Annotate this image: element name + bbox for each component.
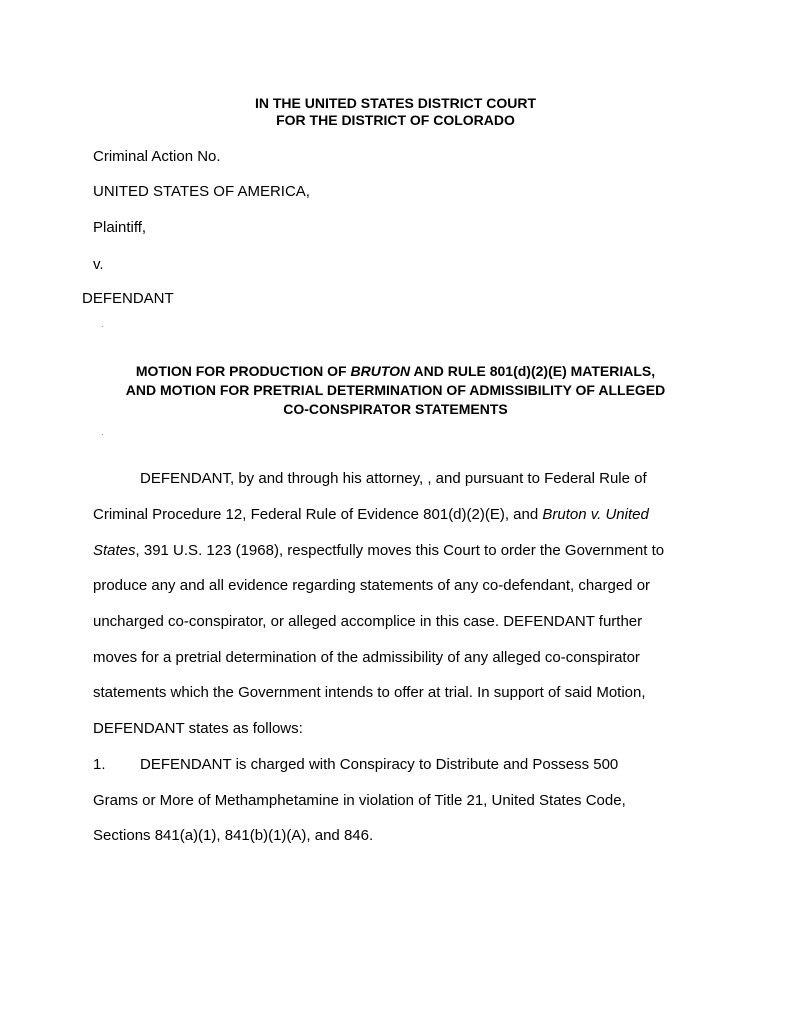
body-line-2 <box>93 506 649 524</box>
body-segment: , 391 U.S. 123 (1968), respectfully moves this Court to order the Government to <box>135 542 665 559</box>
title-segment: MOTION FOR PRODUCTION OF <box>135 363 351 379</box>
body-segment: Criminal Procedure 12, Federal Rule of Evidence 801(d)(2)(E), and <box>93 506 543 523</box>
defendant-name: DEFENDANT <box>82 290 174 307</box>
divider-dot: · <box>101 430 104 439</box>
court-heading-line-2: FOR THE DISTRICT OF COLORADO <box>276 112 515 128</box>
case-citation: States <box>93 542 136 559</box>
title-segment: AND RULE 801(d)(2)(E) MATERIALS, <box>410 363 656 379</box>
title-case-name: BRUTON <box>350 363 411 379</box>
numbered-line-2: Grams or More of Methamphetamine in violation of Title 21, United States Code, <box>93 792 626 809</box>
body-line-6: moves for a pretrial determination of the admissibility of any alleged co-conspirator <box>93 649 640 666</box>
plaintiff-name: UNITED STATES OF AMERICA, <box>93 183 310 200</box>
body-line-7: statements which the Government intends to offer at trial. In support of said Motion, <box>93 684 646 701</box>
paragraph-number: 1. <box>93 756 106 773</box>
divider-dot: · <box>101 322 104 331</box>
numbered-line-3: Sections 841(a)(1), 841(b)(1)(A), and 846. <box>93 827 374 844</box>
body-line-4: produce any and all evidence regarding statements of any co-defendant, charged or <box>93 577 651 594</box>
body-line-1: DEFENDANT, by and through his attorney, , and pursuant to Federal Rule of <box>140 470 647 487</box>
motion-title-line-2: AND MOTION FOR PRETRIAL DETERMINATION OF ADMISSIBILITY OF ALLEGED <box>125 382 666 398</box>
motion-title <box>0 362 791 419</box>
body-line-5: uncharged co-conspirator, or alleged accomplice in this case. DEFENDANT further <box>93 613 643 630</box>
plaintiff-role: Plaintiff, <box>93 219 147 236</box>
criminal-action-number: Criminal Action No. <box>93 148 221 165</box>
motion-title-line-3: CO-CONSPIRATOR STATEMENTS <box>283 401 508 417</box>
body-line-3 <box>93 542 664 560</box>
case-citation: Bruton v. United <box>542 506 649 523</box>
court-heading-line-1: IN THE UNITED STATES DISTRICT COURT <box>254 95 537 111</box>
numbered-line-1: DEFENDANT is charged with Conspiracy to Distribute and Possess 500 <box>140 756 619 773</box>
body-line-8: DEFENDANT states as follows: <box>93 720 303 737</box>
motion-title-line-1 <box>0 362 791 381</box>
versus: v. <box>93 256 104 273</box>
court-heading <box>0 95 791 129</box>
